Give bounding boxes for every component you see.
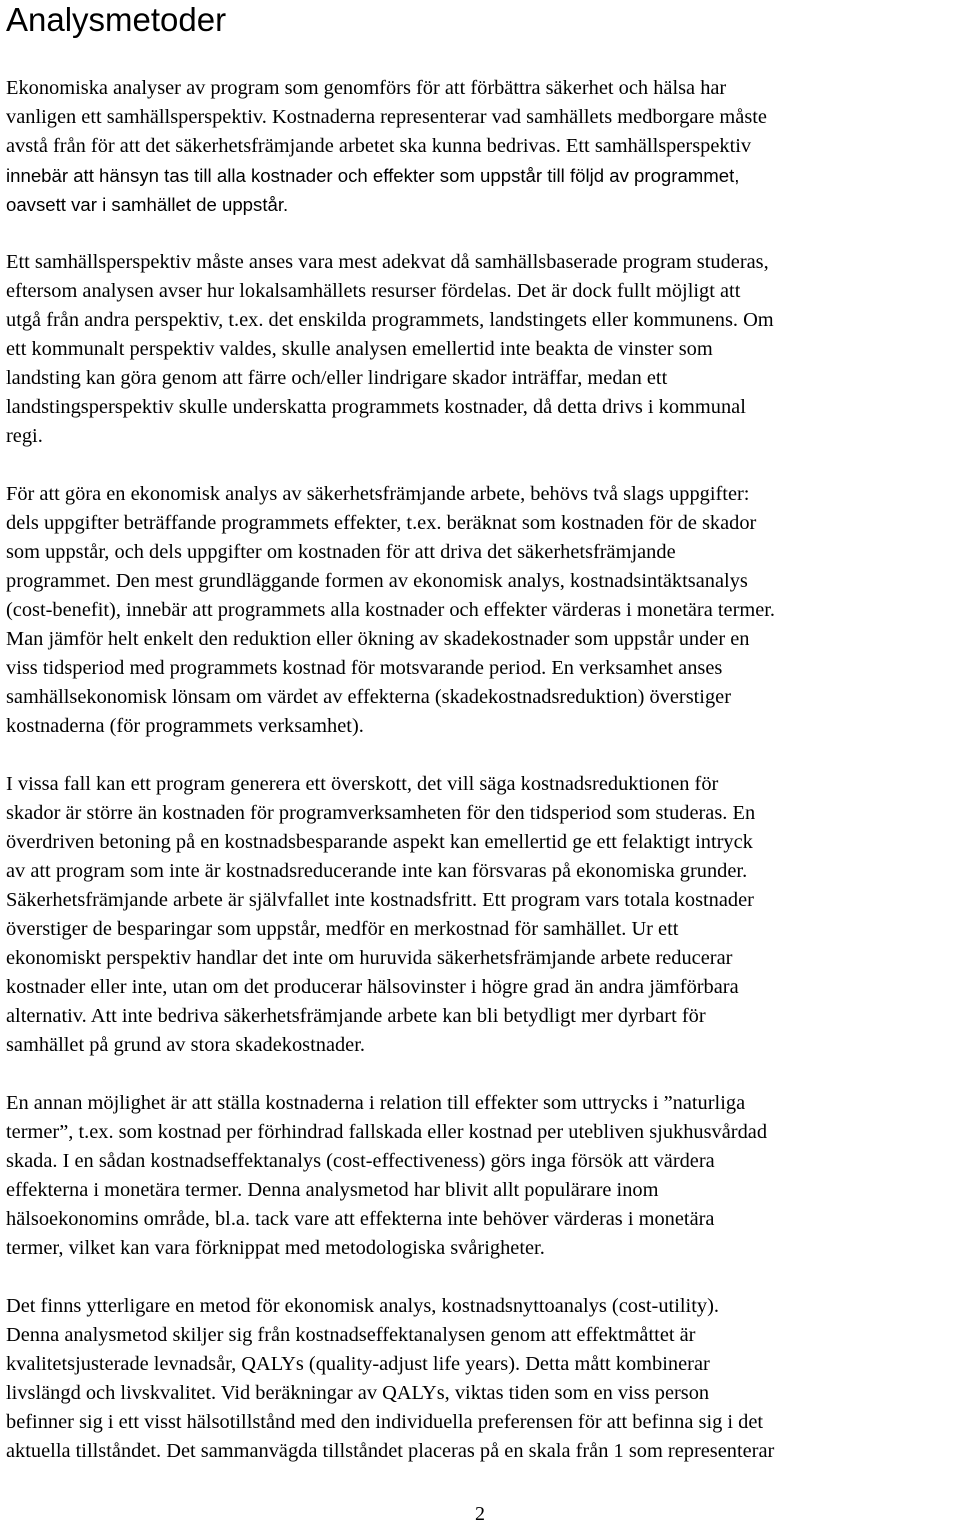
text-line: ekonomiskt perspektiv handlar det inte om huruvida säkerhetsfrämjande arbete reducerar [6,947,733,969]
text-line: alternativ. Att inte bedriva säkerhetsfrämjande arbete kan bli betydligt mer dyrbart för [6,1005,706,1027]
text-line: befinner sig i ett visst hälsotillstånd med den individuella preferensen för att befinna sig i det [6,1411,764,1433]
body-text [6,74,956,1495]
text-line: regi. [6,425,43,447]
text-line: livslängd och livskvalitet. Vid beräkningar av QALYs, viktas tiden som en viss person [6,1382,710,1404]
text-line: Säkerhetsfrämjande arbete är självfallet inte kostnadsfritt. Ett program vars totala kostnader [6,889,754,911]
text-line: överstiger de besparingar som uppstår, medför en merkostnad för samhället. Ur ett [6,918,679,940]
text-line: ett kommunalt perspektiv valdes, skulle analysen emellertid inte beakta de vinster som [6,338,713,360]
paragraph-5 [6,1089,956,1263]
text-line: kvalitetsjusterade levnadsår, QALYs (quality-adjust life years). Detta mått kombinerar [6,1353,710,1375]
text-line: En annan möjlighet är att ställa kostnaderna i relation till effekter som uttrycks i ”naturliga [6,1092,746,1114]
text-line: För att göra en ekonomisk analys av säkerhetsfrämjande arbete, behövs två slags uppgifter: [6,483,750,505]
text-line: Denna analysmetod skiljer sig från kostnadseffektanalysen genom att effektmåttet är [6,1324,696,1346]
text-line: vanligen ett samhällsperspektiv. Kostnaderna representerar vad samhällets medborgare måste [6,106,767,128]
text-line: överdriven betoning på en kostnadsbesparande aspekt kan emellertid ge ett felaktigt intryck [6,831,753,853]
text-line: oavsett var i samhället de uppstår. [6,194,289,215]
text-line: dels uppgifter beträffande programmets effekter, t.ex. beräknat som kostnaden för de skador [6,512,757,534]
text-line: hälsoekonomins område, bl.a. tack vare att effekterna inte behöver värderas i monetära [6,1208,715,1230]
text-line: kostnaderna (för programmets verksamhet). [6,715,364,737]
text-line: programmet. Den mest grundläggande formen av ekonomisk analys, kostnadsintäktsanalys [6,570,748,592]
text-line: kostnader eller inte, utan om det producerar hälsovinster i högre grad än andra jämförbara [6,976,739,998]
text-line: som uppstår, och dels uppgifter om kostnaden för att driva det säkerhetsfrämjande [6,541,676,563]
text-line: utgå från andra perspektiv, t.ex. det enskilda programmets, landstingets eller kommunens. Om [6,309,774,331]
text-line: Man jämför helt enkelt den reduktion eller ökning av skadekostnader som uppstår under en [6,628,750,650]
text-line: landsting kan göra genom att färre och/eller lindrigare skador inträffar, medan ett [6,367,668,389]
page-heading: Analysmetoder [6,1,227,38]
paragraph-2 [6,248,956,451]
text-line: Ett samhällsperspektiv måste anses vara mest adekvat då samhällsbaserade program studeras, [6,251,769,273]
text-line: samhällsekonomisk lönsam om värdet av effekterna (skadekostnadsreduktion) överstiger [6,686,731,708]
text-line: av att program som inte är kostnadsreducerande inte kan försvaras på ekonomiska grunder. [6,860,748,882]
page-number: 2 [475,1503,485,1525]
text-line: skador är större än kostnaden för programverksamheten för den tidsperiod som studeras. En [6,802,756,824]
text-line: termer, vilket kan vara förknippat med metodologiska svårigheter. [6,1237,545,1259]
paragraph-3 [6,480,956,741]
text-line: innebär att hänsyn tas till alla kostnader och effekter som uppstår till följd av programmet, [6,165,740,186]
paragraph-1 [6,74,956,219]
text-line: eftersom analysen avser hur lokalsamhällets resurser fördelas. Det är dock fullt möjligt att [6,280,741,302]
text-line: landstingsperspektiv skulle underskatta programmets kostnader, då detta drivs i kommunal [6,396,746,418]
text-line: (cost-benefit), innebär att programmets alla kostnader och effekter värderas i monetära termer. [6,599,776,621]
text-line: aktuella tillståndet. Det sammanvägda tillståndet placeras på en skala från 1 som representerar [6,1440,775,1462]
text-line: effekterna i monetära termer. Denna analysmetod har blivit allt populärare inom [6,1179,659,1201]
text-line: samhället på grund av stora skadekostnader. [6,1034,365,1056]
text-line: termer”, t.ex. som kostnad per förhindrad fallskada eller kostnad per utebliven sjukhusvårdad [6,1121,768,1143]
text-line: I vissa fall kan ett program generera ett överskott, det vill säga kostnadsreduktionen för [6,773,719,795]
text-line [6,132,956,161]
text-line: skada. I en sådan kostnadseffektanalys (cost-effectiveness) görs inga försök att värdera [6,1150,715,1172]
paragraph-6 [6,1292,956,1466]
text-line: Det finns ytterligare en metod för ekonomisk analys, kostnadsnyttoanalys (cost-utility). [6,1295,719,1317]
text-line: Ekonomiska analyser av program som genomförs för att förbättra säkerhet och hälsa har [6,77,727,99]
text-segment: avstå från för att det säkerhetsfrämjande arbetet ska kunna bedrivas. Ett samhällsperspektiv [6,135,752,157]
text-line: viss tidsperiod med programmets kostnad för motsvarande period. En verksamhet anses [6,657,723,679]
paragraph-4 [6,770,956,1060]
